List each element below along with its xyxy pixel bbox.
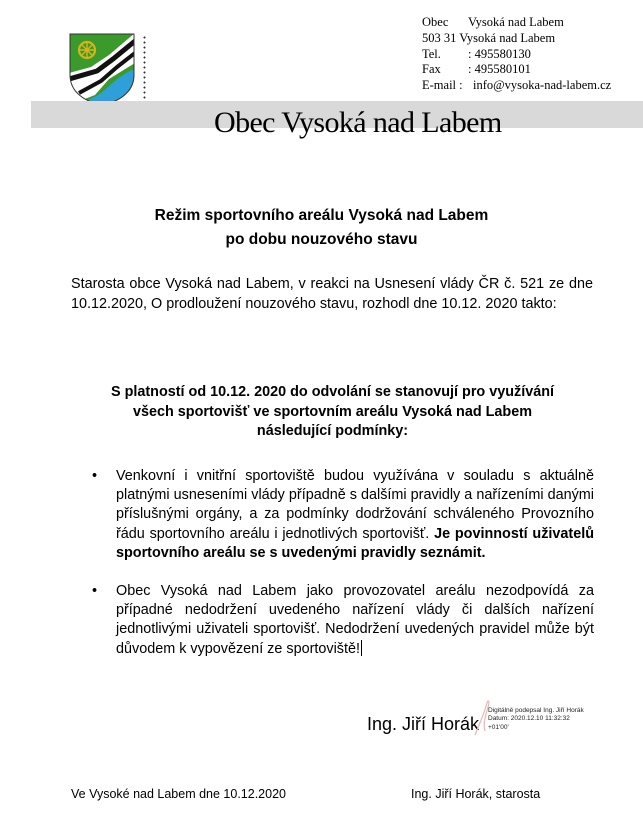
contact-name-row [422, 15, 611, 31]
municipality-coat-of-arms [69, 33, 135, 105]
wheel-icon [79, 42, 95, 58]
heading-line-2: po dobu nouzového stavu [225, 231, 418, 248]
bullet-1-text: Venkovní i vnitřní sportoviště budou využívána v souladu s aktuálně platnými usneseními vlády případně s dalšími pravidly a nařízeními danými příslušnými orgány, a za podmínky dodržování schváleného Provozního řádu sportovního areálu i jednotlivých sportovišť. [116, 468, 594, 542]
digital-signature-line-3: +01'00' [488, 723, 509, 731]
intro-paragraph: Starosta obce Vysoká nad Labem, v reakci na Usnesení vlády ČR č. 521 ze dne 10.12.2020, O prodloužení nouzového stavu, rozhodl dne 10.12. 2020 takto: [71, 276, 593, 312]
list-item [92, 467, 594, 563]
contact-email-label: E-mail : [422, 78, 463, 93]
contact-email-value[interactable]: info@vysoka-nad-labem.cz [473, 78, 612, 93]
page-title: Obec Vysoká nad Labem [214, 106, 502, 139]
contact-email-row [422, 78, 611, 94]
bullet-2-text: Obec Vysoká nad Labem jako provozovatel areálu nezodpovídá za případné nedodržení uvedeného nařízení vlády či dalších nařízení jednotlivými uživateli sportovišť. Nedodržení uvedených pravidel může být důvodem k vypovězení ze sportoviště! [116, 583, 594, 657]
contact-address: 503 31 Vysoká nad Labem [422, 30, 556, 45]
bullet-icon: • [92, 468, 98, 484]
digital-signature-line-2: Datum: 2020.12.10 11:32:32 [488, 715, 570, 723]
contact-block [422, 15, 611, 94]
contact-name-value: Vysoká nad Labem [468, 15, 564, 29]
footer-place-date: Ve Vysoké nad Labem dne 10.12.2020 [71, 787, 286, 801]
list-item [92, 582, 594, 659]
contact-fax-value: : 495580101 [468, 62, 531, 77]
decree-line-1: S platností od 10.12. 2020 do odvolání se stanovují pro využívání [110, 384, 555, 400]
bullet-1-bold-text: Je povinností uživatelů sportovního areálu se s uvedenými pravidly seznámit. [116, 525, 594, 561]
document-heading [0, 204, 643, 252]
decree-line-2: všech sportovišť ve sportovním areálu Vysoká nad Labem [132, 403, 533, 420]
contact-fax-label: Fax [422, 62, 441, 77]
footer-signatory: Ing. Jiří Horák, starosta [411, 787, 541, 801]
decree-statement [70, 383, 595, 442]
bullet-icon: • [92, 583, 98, 600]
decorative-dots [143, 35, 146, 103]
decree-line-3: následující podmínky: [256, 423, 409, 439]
contact-tel-row [422, 47, 611, 63]
digital-signature-info[interactable] [488, 707, 584, 732]
conditions-list [92, 467, 594, 678]
contact-tel-label: Tel. [422, 46, 441, 61]
text-cursor [361, 640, 362, 656]
contact-tel-value: : 495580130 [468, 46, 531, 61]
heading-line-1: Režim sportovního areálu Vysoká nad Labem [154, 207, 489, 224]
contact-fax-row [422, 62, 611, 78]
digital-signature-line-1: Digitálně podepsal Ing. Jiří Horák [488, 707, 584, 714]
signature-name: Ing. Jiří Horák [367, 714, 480, 734]
contact-name-label: Obec [422, 15, 449, 29]
